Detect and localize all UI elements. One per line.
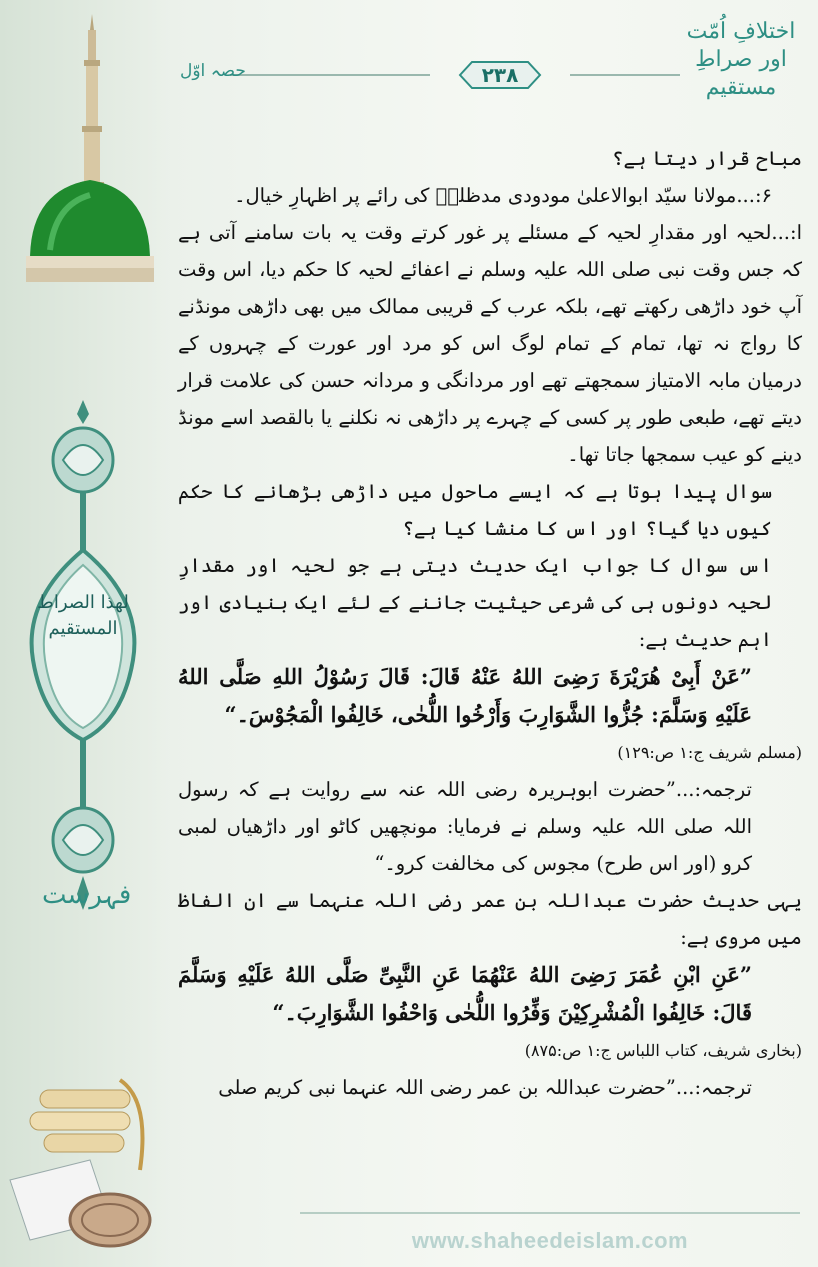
body-heading: ۶:...مولانا سیّد ابوالاعلیٰ مودودی مدظلہٗ کی رائے پر اظہارِ خیال۔ (234, 184, 772, 207)
book-title-line2: اور صراطِ مستقیم (695, 47, 787, 100)
hadith-intro-2: یہی حدیث حضرت عبداللہ بن عمر رضی اللہ عنہما سے ان الفاظ میں مروی ہے: (178, 889, 802, 949)
hadith-reference-2: (بخاری شریف، کتاب اللباس ج:۱ ص:۸۷۵) (524, 1041, 802, 1060)
left-decorative-panel (0, 0, 170, 1267)
page-header (170, 0, 818, 110)
website-link[interactable]: www.shaheedeislam.com (411, 1228, 689, 1253)
medallion-text: لھذا الصراط المستقیم (37, 592, 129, 639)
page-number: ۲۳۸ (481, 63, 519, 87)
page-number-frame (450, 58, 550, 92)
hadith-reference-1: (مسلم شریف ج:۱ ص:۱۲۹) (617, 743, 802, 762)
book-title-line1: اختلافِ اُمّت (686, 19, 796, 44)
hadith-arabic-2: ”عَنِ ابْنِ عُمَرَ رَضِیَ اللهُ عَنْهُمَا عَنِ النَّبِیِّ صَلَّى اللهُ عَلَیْهِ وَسَلَّمَ قَالَ: خَالِفُوا الْمُشْرِكِیْنَ وَفِّرُوا اللُّحٰى وَاحْفُوا الشَّوَارِبَ۔“ (178, 962, 752, 1025)
index-link[interactable]: فہرست (42, 880, 132, 910)
body-line: مباح قرار دیتا ہے؟ (612, 147, 802, 170)
part-label: حصہ اوّل (180, 61, 246, 81)
ornamental-medallion-icon (23, 400, 143, 920)
footer-rule (300, 1212, 800, 1214)
body-paragraph: اس سوال کا جواب ایک حدیث دیتی ہے جو لحیہ اور مقدارِ لحیہ دونوں ہی کی شرعی حیثیت جاننے کے لئے ایک بنیادی اور اہم حدیث ہے: (178, 554, 772, 651)
scrolls-quill-seal-icon (0, 1060, 170, 1260)
hadith-translation-1: ترجمہ:...”حضرت ابوہریرہ رضی اللہ عنہ سے روایت ہے کہ رسول اللہ صلی اللہ علیہ وسلم نے فرمایا: مونچھیں کاٹو اور داڑھیاں لمبی کرو (اور اس طرح) مجوس کی مخالفت کرو۔“ (178, 778, 752, 875)
body-paragraph: ا:...لحیہ اور مقدارِ لحیہ کے مسئلے پر غور کرتے وقت یہ بات سامنے آتی ہے کہ جس وقت نبی صلی اللہ علیہ وسلم نے اعفائے لحیہ کا حکم دیا، اس وقت آپ خود داڑھی رکھتے تھے، بلکہ عرب کے قریبی ممالک میں بھی داڑھی مونڈنے کا رواج نہ تھا، تمام کے تمام لوگ اس کو مرد اور عورت کے چہروں کے درمیان مابہ الامتیاز سمجھتے تھے اور مردانگی و مردانہ حسن کی علامت قرار دیتے تھے، طبعی طور پر کسی کے چہرے پر داڑھی نہ نکلنے یا بالقصد اسے مونڈ دینے کو عیب سمجھا جاتا تھا۔ (178, 221, 802, 466)
green-dome-minaret-icon (10, 10, 170, 290)
header-rule-right (570, 74, 680, 76)
hadith-translation-2: ترجمہ:...”حضرت عبداللہ بن عمر رضی اللہ عنہما نبی کریم صلی (218, 1076, 752, 1099)
book-title (686, 18, 796, 102)
hadith-arabic-1: ”عَنْ أَبِیْ هُرَیْرَةَ رَضِیَ اللهُ عَنْهُ قَالَ: قَالَ رَسُوْلُ اللهِ صَلَّى اللهُ عَلَیْهِ وَسَلَّمَ: جُزُّوا الشَّوَارِبَ وَأَرْخُوا اللُّحٰى، خَالِفُوا الْمَجُوْسَ۔“ (178, 664, 752, 727)
header-rule-left (230, 74, 430, 76)
body-paragraph: سوال پیدا ہوتا ہے کہ ایسے ماحول میں داڑھی بڑھانے کا حکم کیوں دیا گیا؟ اور اس کا منشا کیا ہے؟ (178, 480, 772, 540)
page-body (178, 140, 802, 1106)
